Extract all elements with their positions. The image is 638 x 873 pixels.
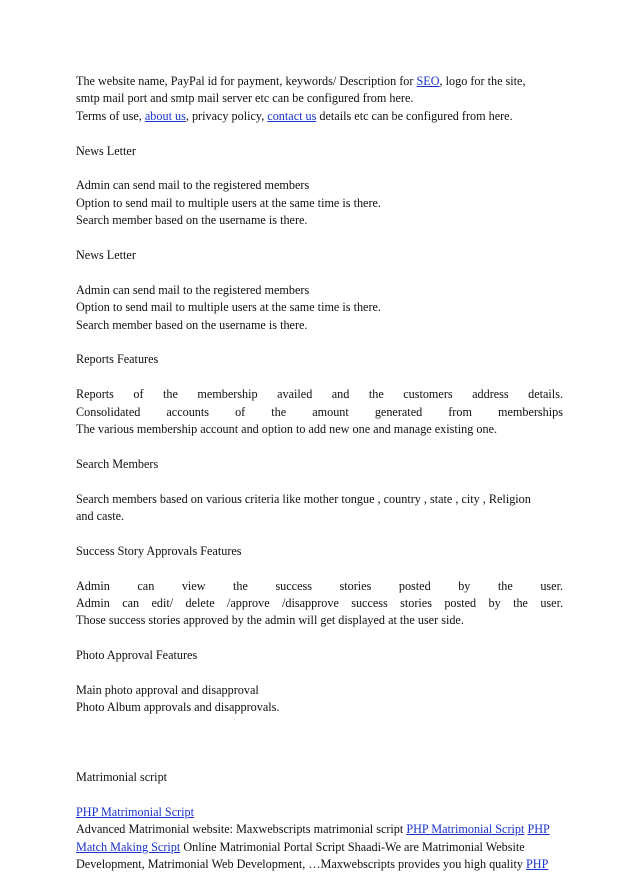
script-text: Advanced Matrimonial website: Maxwebscripts matrimonial script — [76, 822, 407, 837]
match-making-script-link[interactable]: Match Making Script — [76, 839, 181, 854]
success-line: Admin can edit/ delete /approve /disapprove success stories posted by the user. — [76, 596, 563, 611]
newsletter-heading: News Letter — [76, 248, 136, 263]
reports-line: Consolidated accounts of the amount generated from memberships — [76, 404, 563, 419]
photo-heading: Photo Approval Features — [76, 648, 198, 663]
contact-us-link[interactable]: contact us — [267, 108, 317, 123]
intro-text: , privacy policy, — [185, 108, 268, 123]
script-text: Online Matrimonial Portal Script Shaadi-We are Matrimonial Website — [180, 839, 525, 854]
success-heading: Success Story Approvals Features — [76, 543, 242, 558]
php-matrimonial-script-link[interactable]: PHP Matrimonial Script — [76, 804, 195, 819]
intro-text: Terms of use, — [76, 108, 145, 123]
seo-link[interactable]: SEO — [416, 74, 440, 88]
document-page — [76, 73, 563, 873]
intro-line-1 — [76, 73, 563, 90]
newsletter-heading: News Letter — [76, 143, 136, 158]
intro-line-3 — [76, 108, 563, 125]
intro-text: , logo for the site, — [439, 74, 526, 88]
reports-heading: Reports Features — [76, 352, 159, 367]
search-line: Search members based on various criteria like mother tongue , country , state , city , Religion — [76, 491, 531, 506]
intro-text: The website name, PayPal id for payment, keywords/ Description for — [76, 74, 417, 88]
script-title-line — [76, 804, 563, 821]
newsletter-line: Admin can send mail to the registered members — [76, 178, 310, 193]
newsletter-line: Admin can send mail to the registered members — [76, 282, 310, 297]
newsletter-line: Option to send mail to multiple users at the same time is there. — [76, 195, 381, 210]
newsletter-line: Option to send mail to multiple users at the same time is there. — [76, 300, 381, 315]
photo-line: Main photo approval and disapproval — [76, 683, 259, 698]
intro-text: details etc can be configured from here. — [316, 108, 513, 123]
intro-line-2: smtp mail port and smtp mail server etc can be configured from here. — [76, 91, 414, 106]
photo-line: Photo Album approvals and disapprovals. — [76, 700, 280, 715]
newsletter-line: Search member based on the username is there. — [76, 317, 308, 332]
reports-line: The various membership account and option to add new one and manage existing one. — [76, 422, 498, 437]
newsletter-line: Search member based on the username is there. — [76, 213, 308, 228]
search-line: and caste. — [76, 509, 125, 524]
search-heading: Search Members — [76, 456, 159, 471]
php-matrimonial-script-link[interactable]: PHP Matrimonial Script — [406, 822, 525, 837]
success-line: Admin can view the success stories posted by the user. — [76, 578, 563, 593]
script-line — [76, 839, 563, 856]
php-link[interactable]: PHP — [527, 822, 550, 837]
script-line — [76, 856, 563, 873]
success-line: Those success stories approved by the admin will get displayed at the user side. — [76, 613, 464, 628]
php-link[interactable]: PHP — [525, 857, 549, 872]
about-us-link[interactable]: about us — [144, 108, 186, 123]
script-heading: Matrimonial script — [76, 770, 168, 785]
reports-line: Reports of the membership availed and the customers address details. — [76, 387, 563, 402]
script-line — [76, 821, 563, 838]
script-text: Development, Matrimonial Web Development, …Maxwebscripts provides you high quality — [76, 857, 526, 872]
